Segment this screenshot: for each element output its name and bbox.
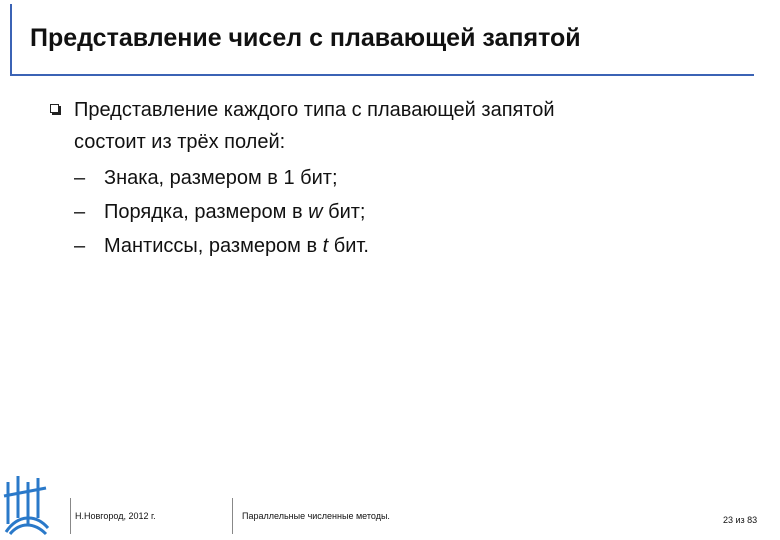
checkbox-bullet-icon — [50, 104, 59, 113]
variable-t: t — [322, 235, 329, 257]
subitem-text: Знака, размером в 1 бит; — [104, 167, 338, 189]
bullet-text-line-2: состоит из трёх полей: — [74, 131, 286, 153]
subitem-sign — [74, 166, 338, 190]
subitem-text: Порядка, размером в — [104, 201, 309, 223]
footer-course-title: Параллельные численные методы. — [242, 511, 390, 521]
bullet-text-line-1: Представление каждого типа с плавающей запятой — [74, 99, 555, 121]
footer-separator — [232, 498, 233, 534]
page-number: 23 из 83 — [723, 515, 758, 525]
university-logo-icon — [2, 474, 50, 536]
variable-w: w — [308, 201, 323, 223]
subitem-mantissa — [74, 234, 369, 258]
dash-marker: – — [74, 167, 86, 189]
footer-separator — [70, 498, 71, 534]
subitem-text-end: бит; — [322, 201, 366, 223]
subitem-text-end: бит. — [328, 235, 369, 257]
dash-marker: – — [74, 201, 86, 223]
dash-marker: – — [74, 235, 86, 257]
footer-location: Н.Новгород, 2012 г. — [75, 511, 156, 521]
subitem-exponent — [74, 200, 365, 224]
subitem-text: Мантиссы, размером в — [104, 235, 323, 257]
slide-title: Представление чисел с плавающей запятой — [30, 24, 581, 52]
